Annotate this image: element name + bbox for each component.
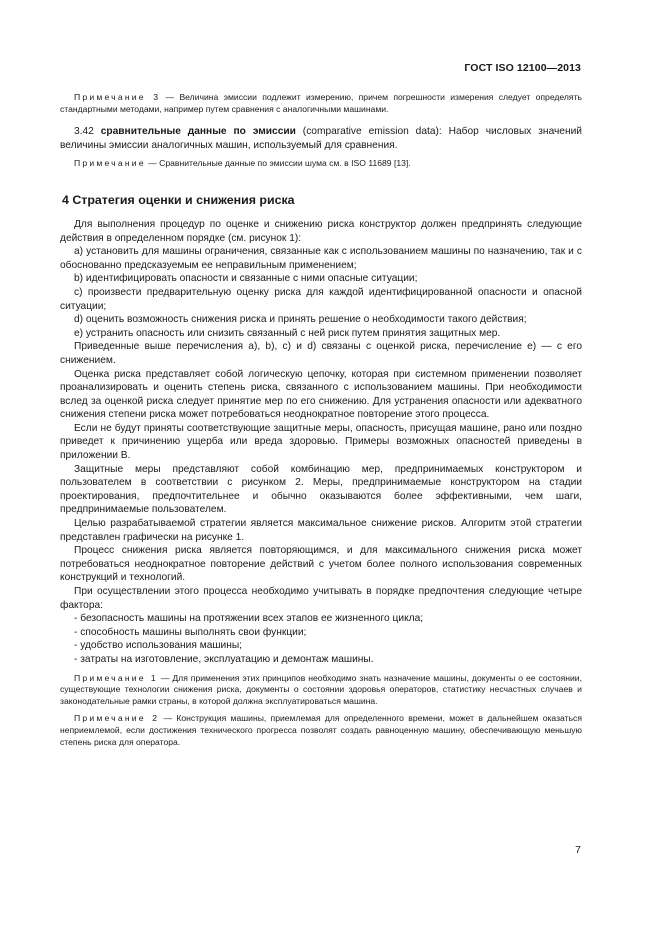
note-label: Примечание [74, 158, 146, 169]
factor-item: - способность машины выполнять свои функции; [74, 626, 307, 638]
note-text: — Сравнительные данные по эмиссии шума см. в ISO 11689 [13]. [145, 158, 411, 169]
term-number: 3.42 [74, 126, 94, 138]
note-text: — Для применения этих принципов необходимо знать назначение машины, документы о ее состоянии, существующие технологии снижения риска, документы о состоянии здоровья операторов, статистику несчастных случаев и законодательные рамки страны, в которой должна эксплуатироваться машина. [60, 672, 582, 706]
note-label: Примечание 2 [74, 713, 160, 724]
paragraph-priority: При осуществлении этого процесса необходимо учитывать в порядке предпочтения следующие четыре фактора: [60, 586, 582, 611]
note-text: — Конструкция машины, приемлемая для определенного времени, может в дальнейшем оказаться неприемлемой, если достижения технического прогресса позволят создать равноценную машину, обеспечивающую меньшую степень риска для оператора. [60, 713, 582, 747]
page-content [60, 92, 582, 748]
paragraph-lists: Приведенные выше перечисления a), b), c) и d) связаны с оценкой риска, перечисление e) — с его снижением. [60, 341, 582, 366]
note-2 [60, 713, 582, 748]
note-label: Примечание 1 [74, 672, 158, 683]
step-b: b) идентифицировать опасности и связанные с ними опасные ситуации; [74, 273, 418, 285]
note-text: — Величина эмиссии подлежит измерению, причем погрешности измерения следует определять стандартными методами, например путем сравнения с аналогичными машинами. [60, 92, 582, 114]
step-d: d) оценить возможность снижения риска и принять решение о необходимости такого действия; [74, 314, 527, 326]
note-1 [60, 673, 582, 708]
step-e: e) устранить опасность или снизить связанный с ней риск путем принятия защитных мер. [74, 327, 501, 339]
paragraph-measures: Защитные меры представляют собой комбинацию мер, предпринимаемых конструктором и пользователем в соответствии с рисунком 2. Меры, предпринимаемые конструктором на стадии проектирования, предпочтительнее и обычно оказываются более эффективными, чем шаги, предпринимаемые пользователем. [60, 463, 582, 516]
section-4-intro: Для выполнения процедур по оценке и снижению риска конструктор должен предпринять следующие действия в определенном порядке (см. рисунок 1): [60, 218, 582, 244]
term-3-42 [60, 125, 582, 152]
section-4-title: 4 Стратегия оценки и снижения риска [62, 192, 295, 207]
paragraph-iterative: Процесс снижения риска является повторяющимся, и для максимального снижения риска может потребоваться неоднократное повторение действий с учетом более полного использования современных конструкций и технологий. [60, 545, 582, 584]
step-c: c) произвести предварительную оценку риска для каждой идентифицированной опасности и опасной ситуации; [60, 286, 582, 312]
note-3 [60, 92, 582, 115]
page-number: 7 [575, 844, 581, 856]
document-header: ГОСТ ISO 12100—2013 [464, 62, 581, 74]
paragraph-protective: Если не будут приняты соответствующие защитные меры, опасность, присущая машине, рано или поздно приведет к причинению ущерба или вреда здоровью. Примеры возможных опасностей приведены в приложении B. [60, 422, 582, 462]
factor-item: - затраты на изготовление, эксплуатацию и демонтаж машины. [74, 653, 374, 665]
note-3-42 [60, 158, 582, 170]
factor-item: - удобство использования машины; [74, 640, 243, 652]
paragraph-goal: Целью разрабатываемой стратегии является максимальное снижение рисков. Алгоритм этой стратегии представлен графически на рисунке 1. [60, 518, 582, 543]
paragraph-chain: Оценка риска представляет собой логическую цепочку, которая при системном применении позволяет проанализировать и оценить степень риска, связанного с использованием машины. При необходимости вслед за оценкой риска следует принятие мер по его снижению. Для устранения опасности или адекватного снижения степени риска может потребоваться неоднократное повторение этого процесса. [60, 368, 582, 421]
step-a: a) установить для машины ограничения, связанные как с использованием машины по назначению, так и с обоснованно предсказуемым ее неправильным применением; [60, 246, 582, 271]
term-title: сравнительные данные по эмиссии [100, 126, 296, 138]
term-definition: (comparative emission data): Набор числовых значений величины эмиссии аналогичных машин, используемый для сравнения. [60, 126, 582, 151]
factor-item: - безопасность машины на протяжении всех этапов ее жизненного цикла; [74, 613, 424, 625]
note-label: Примечание 3 [74, 92, 161, 102]
